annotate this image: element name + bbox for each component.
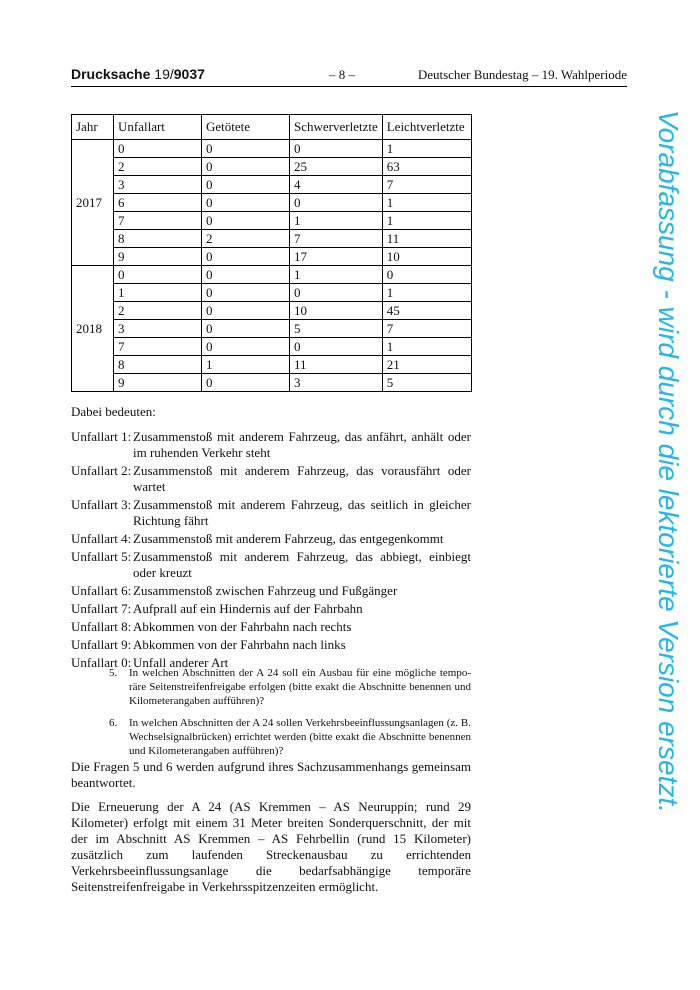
legend-text: Zusammenstoß mit anderem Fahrzeug, das anfährt, anhält oder im ruhenden Verkehr steht bbox=[133, 429, 471, 460]
table-cell: 1 bbox=[382, 140, 471, 158]
legend-item bbox=[71, 429, 471, 461]
table-row bbox=[72, 158, 472, 176]
legend-key: Unfallart 9: bbox=[71, 637, 132, 652]
table-cell: 1 bbox=[382, 212, 471, 230]
legend-intro: Dabei bedeuten: bbox=[71, 404, 156, 419]
table-cell: 6 bbox=[114, 194, 202, 212]
table-header-row bbox=[72, 115, 472, 140]
year-cell: 2018 bbox=[72, 266, 114, 392]
legend-item bbox=[71, 497, 471, 529]
legend-text: Zusammenstoß mit anderem Fahrzeug, das abbiegt, einbiegt oder kreuzt bbox=[133, 549, 471, 580]
legend-key: Unfallart 8: bbox=[71, 619, 132, 634]
table-cell: 0 bbox=[202, 266, 290, 284]
table-cell: 3 bbox=[114, 320, 202, 338]
table-cell: 0 bbox=[202, 338, 290, 356]
table-row bbox=[72, 266, 472, 284]
legend-key: Unfallart 5: bbox=[71, 549, 132, 564]
table-cell: 4 bbox=[290, 176, 383, 194]
table-cell: 21 bbox=[382, 356, 471, 374]
table-cell: 45 bbox=[382, 302, 471, 320]
table-row bbox=[72, 194, 472, 212]
legend-key: Unfallart 6: bbox=[71, 583, 132, 598]
document-number-bold: 9037 bbox=[173, 66, 205, 82]
table-cell: 7 bbox=[290, 230, 383, 248]
table-cell: 9 bbox=[114, 248, 202, 266]
table-cell: 0 bbox=[202, 302, 290, 320]
table-row bbox=[72, 320, 472, 338]
legend-item bbox=[71, 601, 471, 617]
table-cell: 17 bbox=[290, 248, 383, 266]
table-cell: 7 bbox=[382, 176, 471, 194]
legend-item bbox=[71, 531, 471, 547]
table-cell: 7 bbox=[382, 320, 471, 338]
legend-key: Unfallart 2: bbox=[71, 463, 132, 478]
question-text: In welchen Abschnitten der A 24 soll ein Ausbau für eine mögliche temporäre Seitenstreifenfreigabe erfolgen (bitte exakt die Abschnitte benennen und Kilometerangaben aufführen)? bbox=[129, 667, 471, 707]
legend-key: Unfallart 3: bbox=[71, 497, 132, 512]
column-header: Leichtverletzte bbox=[382, 115, 471, 140]
year-cell: 2017 bbox=[72, 140, 114, 266]
column-header: Schwerverletzte bbox=[290, 115, 383, 140]
answer-paragraph: Die Fragen 5 und 6 werden aufgrund ihres Sachzusammenhangs gemeinsam beantwortet. bbox=[71, 759, 471, 790]
table-cell: 2 bbox=[202, 230, 290, 248]
answer bbox=[71, 759, 471, 903]
legend-text: Aufprall auf ein Hindernis auf der Fahrbahn bbox=[133, 601, 363, 616]
table-cell: 63 bbox=[382, 158, 471, 176]
page-header bbox=[71, 66, 627, 87]
table-cell: 0 bbox=[114, 266, 202, 284]
legend-key: Unfallart 0: bbox=[71, 655, 132, 670]
table-cell: 0 bbox=[202, 194, 290, 212]
table-row bbox=[72, 338, 472, 356]
legend-item bbox=[71, 583, 471, 599]
table-cell: 0 bbox=[202, 248, 290, 266]
table-cell: 0 bbox=[202, 158, 290, 176]
table-cell: 0 bbox=[290, 284, 383, 302]
table-cell: 0 bbox=[202, 284, 290, 302]
draft-watermark: Vorabfassung - wird durch die lektorierte Version ersetzt. bbox=[653, 110, 684, 813]
table-cell: 5 bbox=[382, 374, 471, 392]
table-cell: 0 bbox=[114, 140, 202, 158]
legend bbox=[71, 404, 471, 673]
legend-text: Zusammenstoß zwischen Fahrzeug und Fußgänger bbox=[133, 583, 398, 598]
legend-text: Zusammenstoß mit anderem Fahrzeug, das vorausfährt oder wartet bbox=[133, 463, 471, 494]
table-cell: 3 bbox=[114, 176, 202, 194]
column-header: Unfallart bbox=[114, 115, 202, 140]
table-cell: 11 bbox=[382, 230, 471, 248]
table-cell: 11 bbox=[290, 356, 383, 374]
table-row bbox=[72, 176, 472, 194]
table-row bbox=[72, 212, 472, 230]
question-text: In welchen Abschnitten der A 24 sollen Verkehrsbeeinflussungsanlagen (z. B. Wechselsignalbrücken) errichtet werden (bitte exakt die Abschnitte benennen und Kilometerangaben aufführen)? bbox=[129, 717, 471, 757]
table-cell: 1 bbox=[290, 266, 383, 284]
table-row bbox=[72, 356, 472, 374]
table-cell: 1 bbox=[202, 356, 290, 374]
question-number: 6. bbox=[109, 717, 118, 729]
table-cell: 0 bbox=[290, 338, 383, 356]
question-item bbox=[109, 716, 471, 758]
table-cell: 0 bbox=[202, 212, 290, 230]
table-row bbox=[72, 302, 472, 320]
table-cell: 7 bbox=[114, 212, 202, 230]
table-cell: 8 bbox=[114, 230, 202, 248]
page-number: – 8 – bbox=[329, 67, 355, 82]
legend-item bbox=[71, 637, 471, 653]
table-cell: 0 bbox=[382, 266, 471, 284]
accident-table bbox=[71, 114, 472, 392]
table-cell: 9 bbox=[114, 374, 202, 392]
table-cell: 8 bbox=[114, 356, 202, 374]
table-row bbox=[72, 230, 472, 248]
table-cell: 3 bbox=[290, 374, 383, 392]
table-cell: 0 bbox=[290, 140, 383, 158]
legend-text: Unfall anderer Art bbox=[133, 655, 229, 670]
table-cell: 2 bbox=[114, 158, 202, 176]
legend-item bbox=[71, 463, 471, 495]
document-number-plain: 19/ bbox=[154, 66, 174, 82]
table-cell: 0 bbox=[202, 374, 290, 392]
table-cell: 1 bbox=[290, 212, 383, 230]
table-row bbox=[72, 374, 472, 392]
table-cell: 25 bbox=[290, 158, 383, 176]
column-header: Getötete bbox=[202, 115, 290, 140]
question-number: 5. bbox=[109, 667, 118, 679]
legend-key: Unfallart 4: bbox=[71, 531, 132, 546]
table-cell: 2 bbox=[114, 302, 202, 320]
table-cell: 7 bbox=[114, 338, 202, 356]
table-cell: 10 bbox=[290, 302, 383, 320]
legend-text: Abkommen von der Fahrbahn nach links bbox=[133, 637, 346, 652]
legend-key: Unfallart 1: bbox=[71, 429, 132, 444]
column-header: Jahr bbox=[72, 115, 114, 140]
legend-item bbox=[71, 549, 471, 581]
table-cell: 0 bbox=[202, 140, 290, 158]
legend-text: Abkommen von der Fahrbahn nach rechts bbox=[133, 619, 352, 634]
legend-item bbox=[71, 619, 471, 635]
answer-paragraph: Die Erneuerung der A 24 (AS Kremmen – AS Neuruppin; rund 29 Kilometer) erfolgt mit einem 31 Meter breiten Sonderquerschnitt, der mit der im Abschnitt AS Kremmen – AS Fehrbellin (rund 15 Kilometer) zusätzlich zum laufenden Streckenausbau zu errichtenden Verkehrsbeeinflussungsanlage die bedarfsabhängige temporäre Seitenstreifenfreigabe in Verkehrsspitzenzeiten ermöglicht. bbox=[71, 799, 471, 894]
legend-key: Unfallart 7: bbox=[71, 601, 132, 616]
question-item bbox=[109, 666, 471, 708]
table-cell: 1 bbox=[382, 194, 471, 212]
table-row bbox=[72, 140, 472, 158]
legend-text: Zusammenstoß mit anderem Fahrzeug, das seitlich in gleicher Richtung fährt bbox=[133, 497, 471, 528]
table-cell: 10 bbox=[382, 248, 471, 266]
table-cell: 0 bbox=[202, 320, 290, 338]
document-type: Drucksache bbox=[71, 66, 151, 82]
table-row bbox=[72, 284, 472, 302]
questions bbox=[109, 666, 471, 766]
legend-text: Zusammenstoß mit anderem Fahrzeug, das entgegenkommt bbox=[133, 531, 444, 546]
table-cell: 1 bbox=[382, 338, 471, 356]
table-cell: 0 bbox=[202, 176, 290, 194]
publisher: Deutscher Bundestag – 19. Wahlperiode bbox=[417, 67, 627, 82]
table-cell: 5 bbox=[290, 320, 383, 338]
document-number bbox=[71, 66, 205, 82]
table-cell: 0 bbox=[290, 194, 383, 212]
table-cell: 1 bbox=[382, 284, 471, 302]
table-row bbox=[72, 248, 472, 266]
table-cell: 1 bbox=[114, 284, 202, 302]
